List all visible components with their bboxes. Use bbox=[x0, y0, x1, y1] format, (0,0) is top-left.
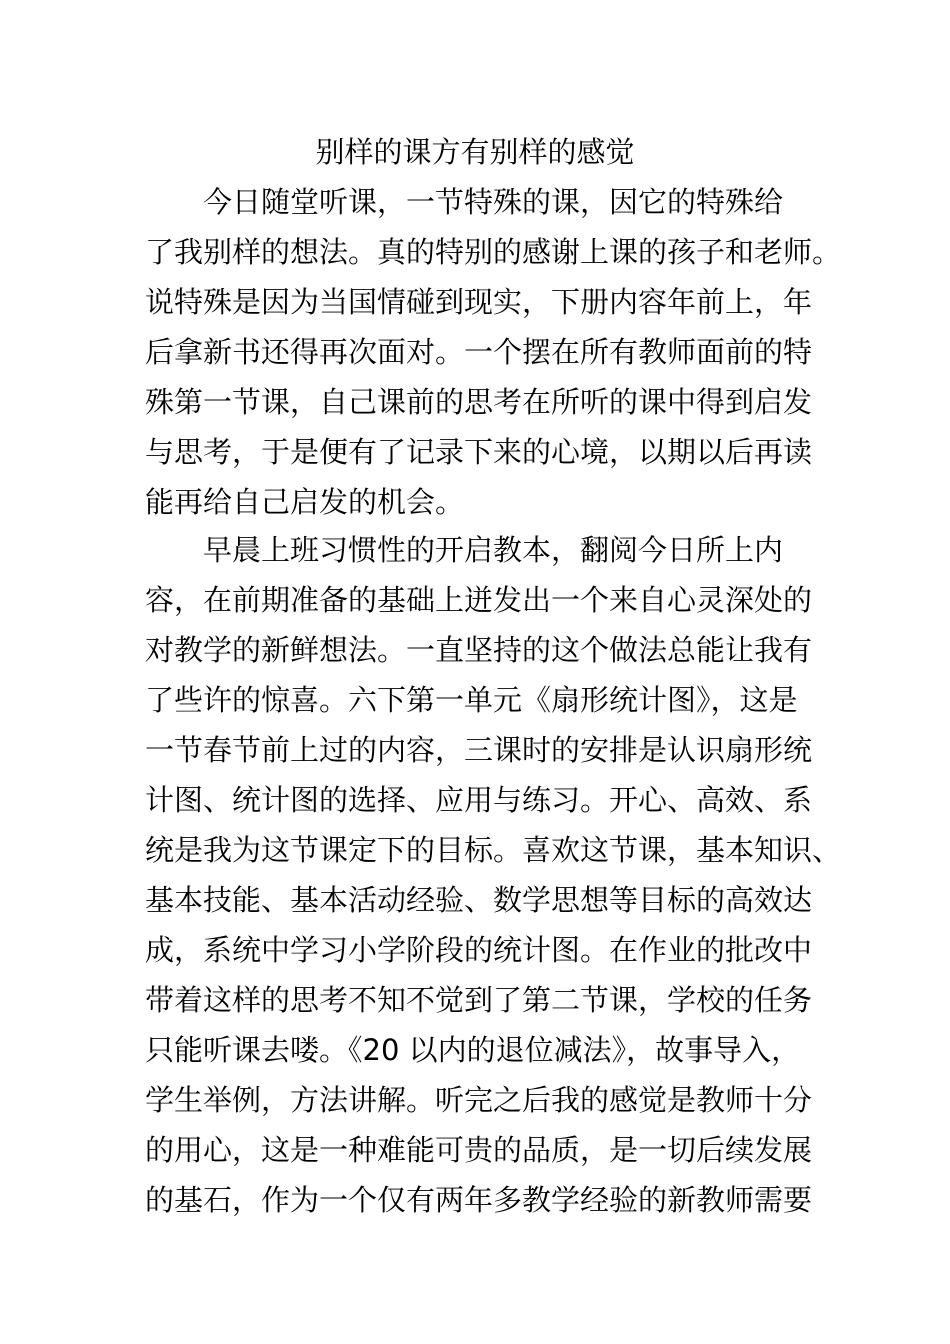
paragraph-2-line-10: 带着这样的思考不知不觉到了第二节课，学校的任务 bbox=[145, 983, 813, 1017]
paragraph-2-line-11: 只能听课去喽。《20 以内的退位减法》，故事导入， bbox=[145, 1033, 801, 1067]
paragraph-1-line-4: 后拿新书还得再次面对。一个摆在所有教师面前的特 bbox=[145, 335, 813, 369]
paragraph-1-line-5: 殊第一节课，自己课前的思考在所听的课中得到启发 bbox=[145, 385, 813, 419]
paragraph-1-line-3: 说特殊是因为当国情碰到现实，下册内容年前上，年 bbox=[145, 285, 813, 319]
paragraph-1-line-1: 今日随堂听课，一节特殊的课，因它的特殊给 bbox=[203, 185, 784, 219]
paragraph-2-line-1: 早晨上班习惯性的开启教本，翻阅今日所上内 bbox=[203, 533, 784, 567]
paragraph-2-line-4: 了些许的惊喜。六下第一单元《扇形统计图》，这是 bbox=[145, 683, 798, 717]
paragraph-2-line-8: 基本技能、基本活动经验、数学思想等目标的高效达 bbox=[145, 883, 813, 917]
paragraph-1-line-6: 与思考，于是便有了记录下来的心境，以期以后再读 bbox=[145, 435, 813, 469]
paragraph-2-line-12: 学生举例，方法讲解。听完之后我的感觉是教师十分 bbox=[145, 1083, 813, 1117]
paragraph-2-line-13: 的用心，这是一种难能可贵的品质，是一切后续发展 bbox=[145, 1133, 813, 1167]
paragraph-2-line-3: 对教学的新鲜想法。一直坚持的这个做法总能让我有 bbox=[145, 633, 813, 667]
paragraph-2-line-7: 统是我为这节课定下的目标。喜欢这节课，基本知识、 bbox=[145, 833, 842, 867]
paragraph-2-line-2: 容，在前期准备的基础上迸发出一个来自心灵深处的 bbox=[145, 583, 813, 617]
document-title: 别样的课方有别样的感觉 bbox=[315, 135, 635, 169]
paragraph-1-line-2: 了我别样的想法。真的特别的感谢上课的孩子和老师。 bbox=[145, 235, 842, 269]
paragraph-2-line-14: 的基石，作为一个仅有两年多教学经验的新教师需要 bbox=[145, 1183, 813, 1217]
paragraph-2-line-9: 成，系统中学习小学阶段的统计图。在作业的批改中 bbox=[145, 933, 813, 967]
paragraph-2-line-5: 一节春节前上过的内容，三课时的安排是认识扇形统 bbox=[145, 733, 813, 767]
paragraph-1-line-7: 能再给自己启发的机会。 bbox=[145, 485, 465, 519]
paragraph-2-line-6: 计图、统计图的选择、应用与练习。开心、高效、系 bbox=[145, 783, 813, 817]
